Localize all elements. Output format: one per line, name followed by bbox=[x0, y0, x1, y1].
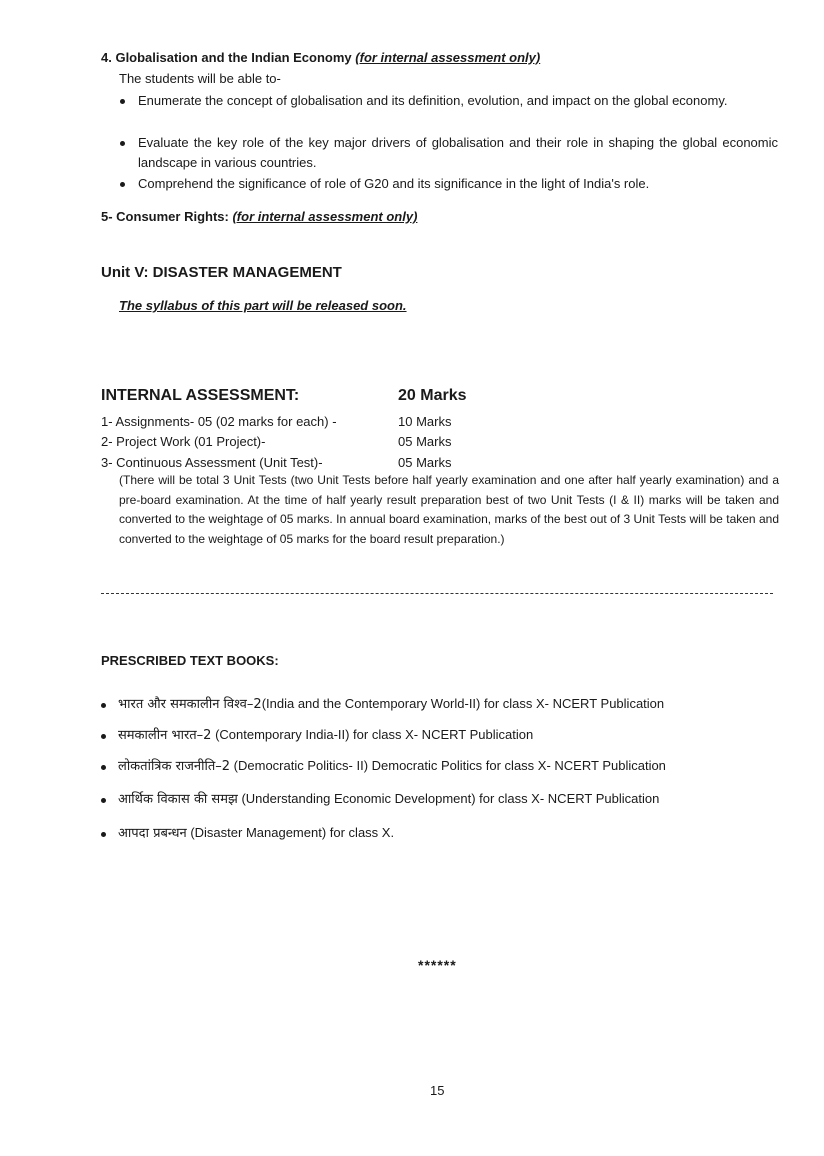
bullet-icon bbox=[101, 765, 106, 770]
section-4-bullet-1: Enumerate the concept of globalisation and its definition, evolution, and impact on the global economy. bbox=[138, 93, 728, 108]
book-item bbox=[118, 725, 533, 746]
dashed-divider bbox=[101, 593, 773, 594]
book-english-title: (Contemporary India-II) for class X- NCERT Publication bbox=[211, 727, 534, 742]
assessment-item-label: 3- Continuous Assessment (Unit Test)- bbox=[101, 455, 323, 470]
assessment-item-marks: 10 Marks bbox=[398, 414, 452, 429]
bullet-icon bbox=[101, 734, 106, 739]
book-hindi-title: आर्थिक विकास की समझ bbox=[118, 792, 238, 807]
book-english-title: (India and the Contemporary World-II) for class X- NCERT Publication bbox=[261, 696, 665, 711]
section-5-note: (for internal assessment only) bbox=[232, 209, 418, 224]
unit-test-note: (There will be total 3 Unit Tests (two Unit Tests before half yearly examination and one after half yearly examination) and a pre-board examination. At the time of half yearly result preparation best of two Unit Tests (I & II) marks will be taken and converted to the weightage of 05 marks. In annual board examination, marks of the best out of 3 Unit Tests will be taken and converted to the weightage of 05 marks for the board result preparation.) bbox=[119, 473, 779, 546]
assessment-item-label: 2- Project Work (01 Project)- bbox=[101, 434, 266, 449]
bullet-icon bbox=[120, 182, 125, 187]
section-4-intro: The students will be able to- bbox=[119, 71, 281, 86]
end-stars: ****** bbox=[418, 957, 457, 973]
book-hindi-title: भारत और समकालीन विश्व–2 bbox=[118, 697, 262, 712]
books-title: PRESCRIBED TEXT BOOKS: bbox=[101, 653, 279, 668]
unit-5-note: The syllabus of this part will be released soon. bbox=[119, 298, 407, 313]
unit-5-title: Unit V: DISASTER MANAGEMENT bbox=[101, 264, 342, 281]
internal-assessment-title: INTERNAL ASSESSMENT: bbox=[101, 387, 300, 404]
bullet-icon bbox=[120, 141, 125, 146]
section-4-note: (for internal assessment only) bbox=[355, 50, 541, 65]
section-4-bullet-2: Evaluate the key role of the key major drivers of globalisation and their role in shaping the global economic landscape in various countries. bbox=[138, 135, 778, 170]
assessment-item-label: 1- Assignments- 05 (02 marks for each) - bbox=[101, 414, 337, 429]
book-item bbox=[118, 756, 666, 777]
book-item bbox=[118, 823, 394, 844]
book-english-title: (Disaster Management) for class X. bbox=[186, 825, 395, 840]
book-english-title: (Democratic Politics- II) Democratic Politics for class X- NCERT Publication bbox=[230, 758, 666, 773]
page-number: 15 bbox=[430, 1083, 445, 1098]
bullet-icon bbox=[101, 703, 106, 708]
bullet-icon bbox=[101, 798, 106, 803]
bullet-icon bbox=[120, 99, 125, 104]
book-hindi-title: समकालीन भारत–2 bbox=[118, 728, 212, 743]
assessment-item-marks: 05 Marks bbox=[398, 455, 452, 470]
bullet-icon bbox=[101, 832, 106, 837]
internal-assessment-total: 20 Marks bbox=[398, 387, 467, 404]
book-item bbox=[118, 694, 664, 715]
book-hindi-title: लोकतांत्रिक राजनीति–2 bbox=[118, 759, 231, 774]
section-5-heading bbox=[101, 207, 417, 227]
assessment-item-marks: 05 Marks bbox=[398, 434, 452, 449]
section-4-bullet-3: Comprehend the significance of role of G20 and its significance in the light of India's role. bbox=[138, 176, 650, 191]
section-4-heading bbox=[101, 48, 540, 68]
book-item bbox=[118, 789, 659, 810]
book-english-title: (Understanding Economic Development) for class X- NCERT Publication bbox=[237, 791, 660, 806]
section-5-title: 5- Consumer Rights: bbox=[101, 209, 229, 224]
book-hindi-title: आपदा प्रबन्धन bbox=[118, 826, 187, 841]
section-4-title: 4. Globalisation and the Indian Economy bbox=[101, 50, 352, 65]
